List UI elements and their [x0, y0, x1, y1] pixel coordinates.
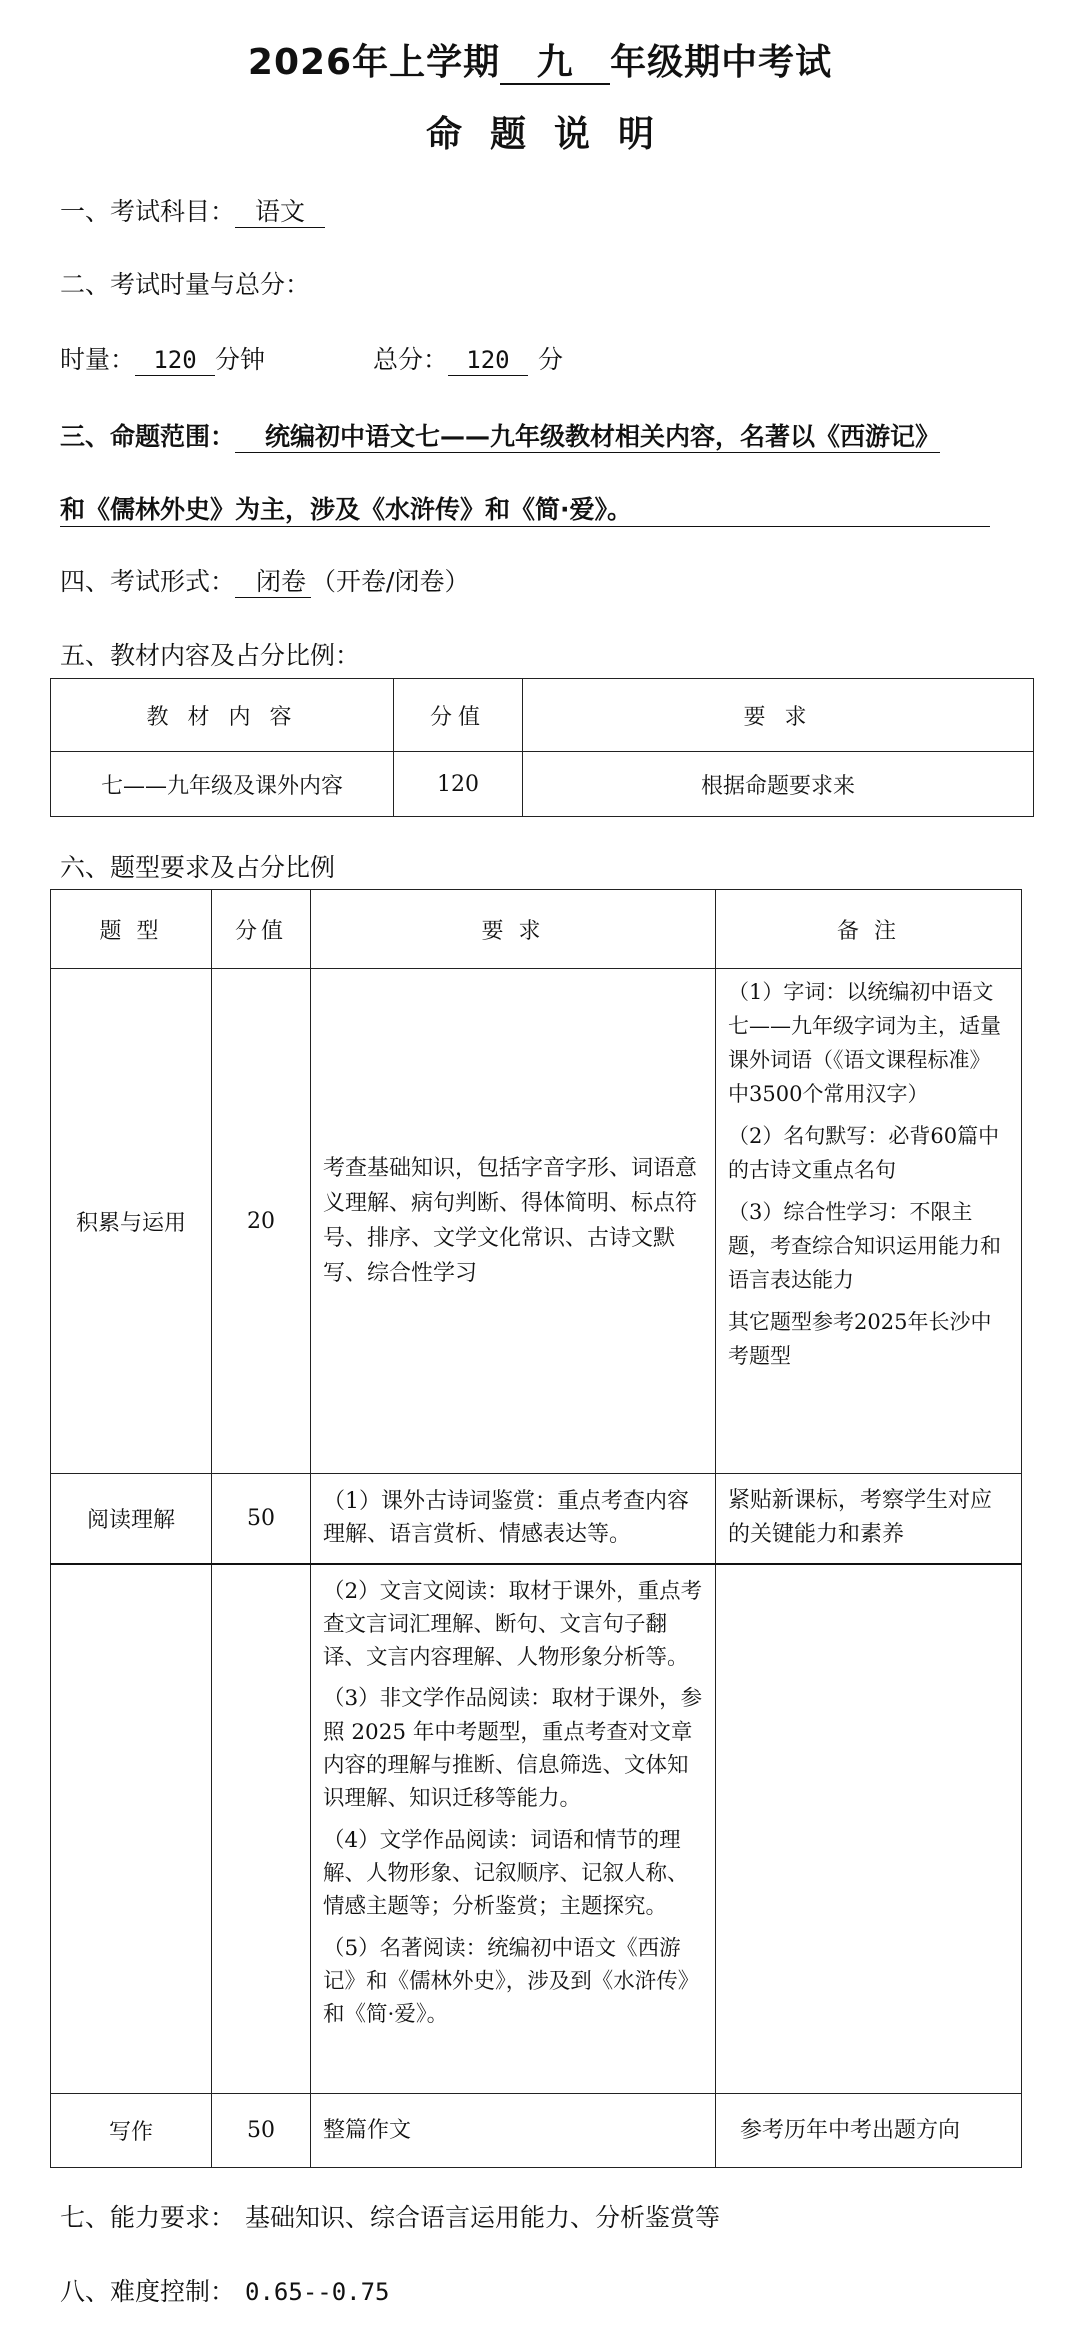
req-item: （4）文学作品阅读：词语和情节的理解、人物形象、记叙顺序、记叙人称、情感主题等；分析鉴赏；主题探究。	[323, 1827, 689, 1920]
form-value: 闭卷	[235, 568, 311, 598]
ability-value: 基础知识、综合语言运用能力、分析鉴赏等	[245, 2203, 721, 2232]
difficulty-line	[60, 2272, 390, 2308]
total-label: 总分：	[372, 345, 448, 374]
grade-value: 九	[500, 43, 610, 85]
ability-label: 七、能力要求：	[60, 2203, 236, 2232]
cell-empty	[716, 1564, 1022, 2094]
difficulty-value: 0.65--0.75	[245, 2278, 390, 2306]
total-value: 120	[448, 347, 528, 376]
cell-score-accum: 20	[212, 969, 311, 1474]
question-type-table	[50, 889, 1022, 2168]
cell-empty	[51, 1564, 212, 2094]
col-header-score: 分值	[394, 679, 523, 752]
table-row	[51, 752, 1034, 817]
table-row	[51, 2094, 1022, 2168]
time-score-line	[60, 265, 310, 301]
col-header-score: 分值	[212, 890, 311, 969]
title-suffix: 年级期中考试	[610, 42, 833, 83]
cell-type-writing: 写作	[51, 2094, 212, 2168]
type-ratio-heading	[60, 848, 335, 884]
req-item: （3）非文学作品阅读：取材于课外，参照 2025 年中考题型，重点考查对文章内容的理解与推断、信息筛选、文体知识理解、知识迁移等能力。	[323, 1686, 703, 1812]
content-ratio-label: 五、教材内容及占分比例：	[60, 641, 361, 670]
cell-req-writing: 整篇作文	[311, 2094, 716, 2168]
scope-line-2	[60, 490, 990, 527]
table-header-row	[51, 890, 1022, 969]
cell-content: 七——九年级及课外内容	[51, 752, 394, 817]
title-prefix: 2026年上学期	[247, 42, 501, 83]
note-item: （2）名句默写：必背60篇中的古诗文重点名句	[728, 1124, 1000, 1183]
cell-note-writing: 参考历年中考出题方向	[716, 2094, 1022, 2168]
table-row	[51, 1474, 1022, 1564]
subject-label: 一、考试科目：	[60, 197, 236, 226]
page-title	[0, 34, 1080, 85]
table-row	[51, 1564, 1022, 2094]
table-row	[51, 969, 1022, 1474]
note-item: （1）字词：以统编初中语文七——九年级字词为主，适量课外词语（《语文课程标准》中3500个常用汉字）	[728, 980, 1001, 1107]
ability-line	[60, 2198, 720, 2234]
table-header-row	[51, 679, 1034, 752]
subject-value: 语文	[235, 198, 325, 228]
col-header-content: 教 材 内 容	[51, 679, 394, 752]
form-options: （开卷/闭卷）	[311, 567, 470, 596]
form-line	[60, 562, 469, 598]
col-header-requirement: 要 求	[523, 679, 1034, 752]
cell-type-reading: 阅读理解	[51, 1474, 212, 1564]
scope-label: 三、命题范围：	[60, 422, 236, 451]
total-unit: 分	[537, 345, 563, 374]
cell-requirement: 根据命题要求来	[523, 752, 1034, 817]
time-score-label: 二、考试时量与总分：	[60, 270, 311, 299]
col-header-note: 备 注	[716, 890, 1022, 969]
difficulty-label: 八、难度控制：	[60, 2277, 236, 2306]
cell-req-reading-more	[311, 1564, 716, 2094]
note-item: 其它题型参考2025年长沙中考题型	[728, 1310, 992, 1369]
content-ratio-heading	[60, 636, 360, 672]
cell-empty	[212, 1564, 311, 2094]
type-ratio-label: 六、题型要求及占分比例	[60, 853, 336, 882]
duration-unit: 分钟	[215, 345, 266, 374]
note-item: （3）综合性学习：不限主题，考查综合知识运用能力和语言表达能力	[728, 1200, 1001, 1293]
cell-note-accum	[716, 969, 1022, 1474]
duration-value: 120	[135, 347, 215, 376]
duration-label: 时量：	[60, 345, 136, 374]
scope-text-2: 和《儒林外史》为主，涉及《水浒传》和《简·爱》。	[60, 490, 990, 527]
cell-note-reading: 紧贴新课标，考察学生对应的关键能力和素养	[716, 1474, 1022, 1564]
subject-line	[60, 192, 325, 228]
duration-total-line	[60, 340, 563, 376]
scope-line-1	[60, 417, 940, 453]
content-ratio-table	[50, 678, 1034, 817]
page-subtitle: 命题说明	[425, 114, 682, 155]
scope-text-1: 统编初中语文七——九年级教材相关内容，名著以《西游记》	[235, 423, 940, 453]
cell-req-accum: 考查基础知识，包括字音字形、词语意义理解、病句判断、得体简明、标点符号、排序、文学文化常识、古诗文默写、综合性学习	[311, 969, 716, 1474]
col-header-requirement: 要 求	[311, 890, 716, 969]
cell-score-reading: 50	[212, 1474, 311, 1564]
col-header-type: 题 型	[51, 890, 212, 969]
req-item: （5）名著阅读：统编初中语文《西游记》和《儒林外史》，涉及到《水浒传》和《简·爱》。	[323, 1935, 700, 2028]
cell-score: 120	[394, 752, 523, 817]
cell-type-accum: 积累与运用	[51, 969, 212, 1474]
cell-score-writing: 50	[212, 2094, 311, 2168]
cell-req-reading: （1）课外古诗词鉴赏：重点考查内容理解、语言赏析、情感表达等。	[311, 1474, 716, 1564]
req-item: （2）文言文阅读：取材于课外，重点考查文言词汇理解、断句、文言句子翻译、文言内容理解、人物形象分析等。	[323, 1578, 703, 1671]
form-label: 四、考试形式：	[60, 567, 236, 596]
